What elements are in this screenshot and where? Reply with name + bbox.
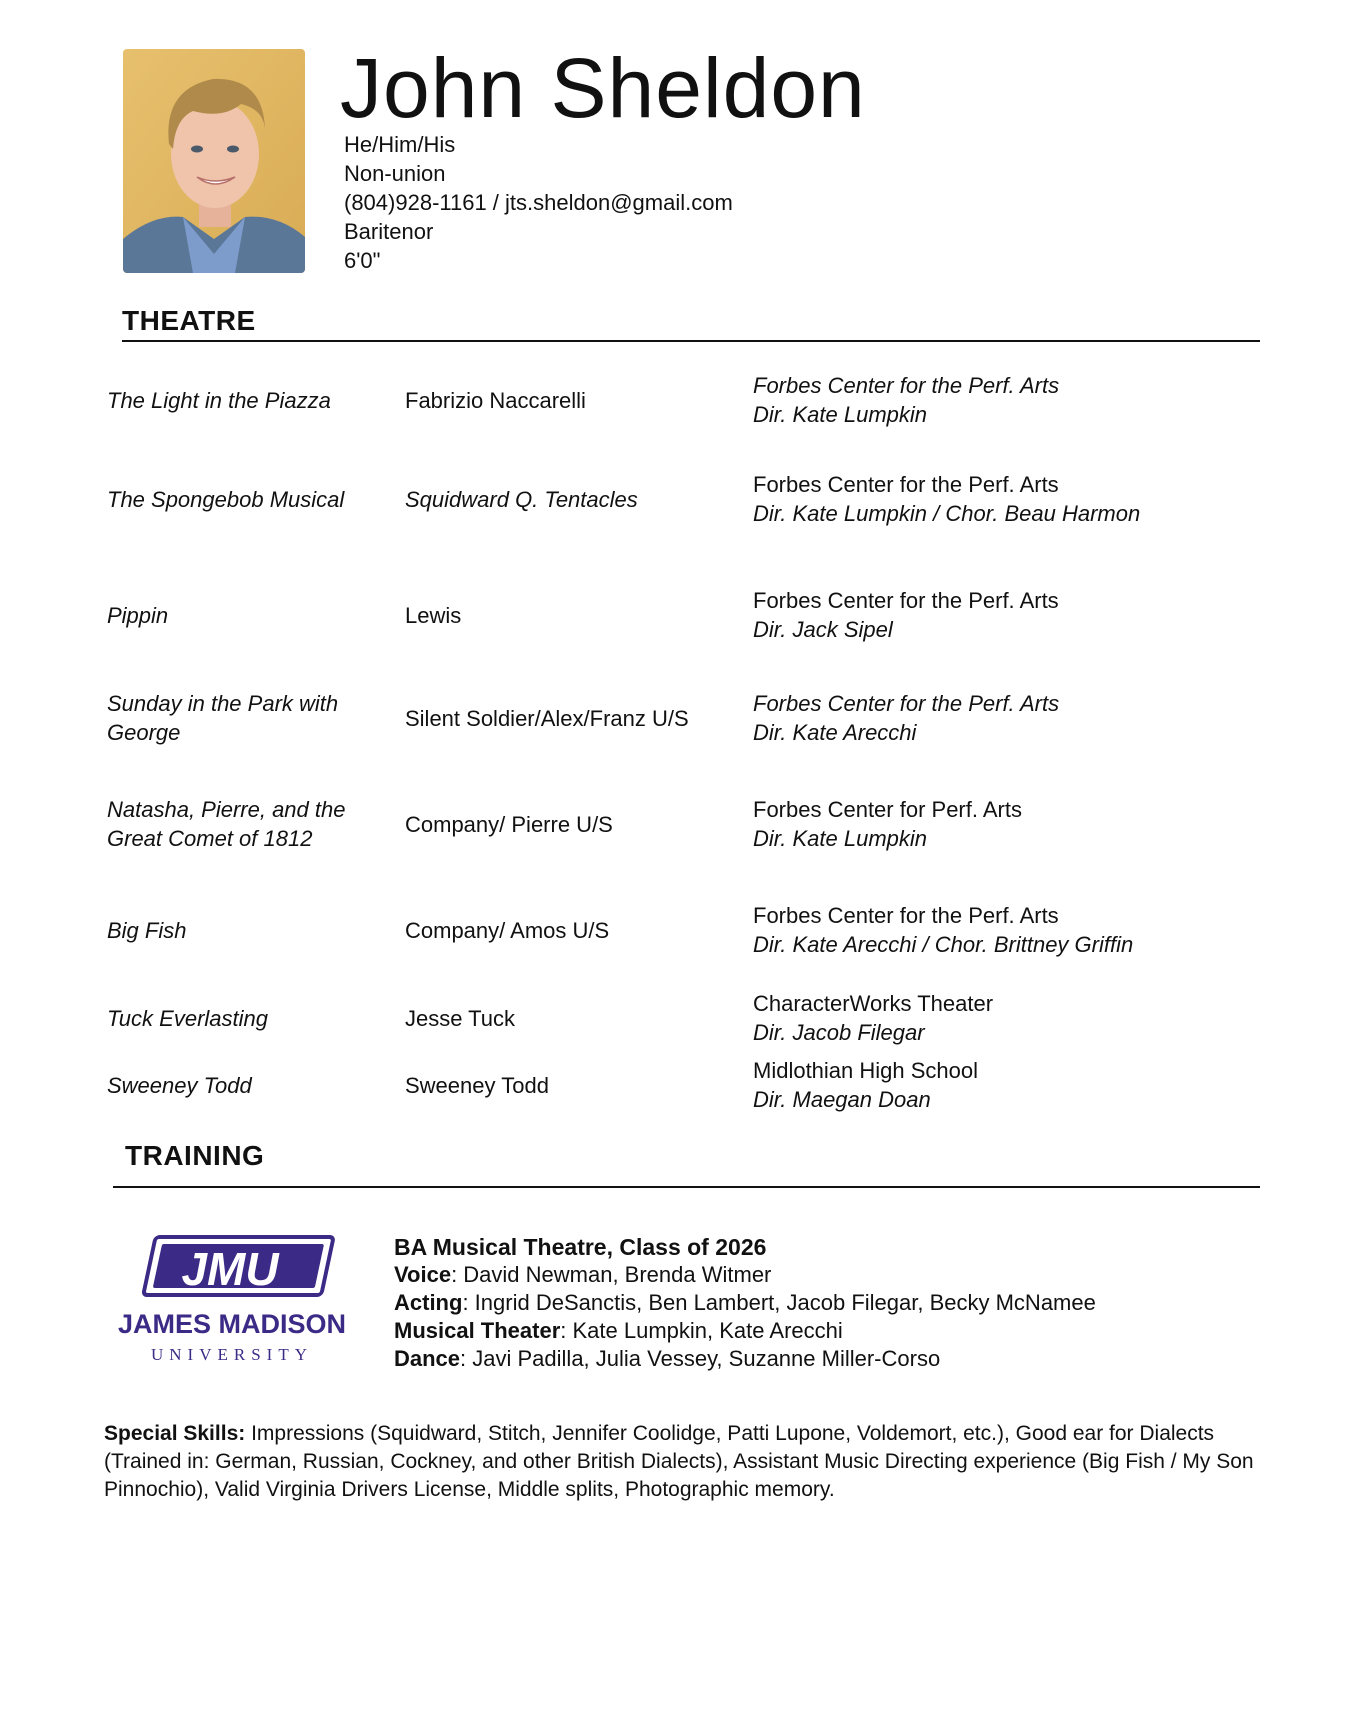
skills-label: Special Skills:: [104, 1422, 246, 1445]
director: Dir. Maegan Doan: [753, 1087, 931, 1112]
training-dance: [394, 1345, 1096, 1373]
venue: Forbes Center for the Perf. Arts: [753, 588, 1059, 613]
role: Company/ Pierre U/S: [405, 811, 613, 837]
show-title: The Spongebob Musical: [107, 486, 345, 512]
theatre-divider: [122, 340, 1260, 342]
director: Dir. Kate Arecchi / Chor. Brittney Griffin: [753, 932, 1134, 957]
show-title: Pippin: [107, 602, 169, 628]
mt-teachers: : Kate Lumpkin, Kate Arecchi: [560, 1318, 843, 1343]
dance-label: Dance: [394, 1346, 461, 1371]
venue-director: [753, 988, 1273, 1048]
credit-row-2: [107, 469, 1267, 529]
theatre-heading: THEATRE: [122, 305, 256, 336]
training-details: [394, 1233, 1096, 1373]
jmu-university: UNIVERSITY: [151, 1345, 313, 1364]
show-title: Tuck Everlasting: [107, 1005, 268, 1031]
venue-director: [753, 585, 1273, 645]
show-title: Sweeney Todd: [107, 1072, 252, 1098]
director: Dir. Kate Lumpkin: [753, 826, 928, 851]
credit-row-6: [107, 900, 1267, 960]
venue: Forbes Center for the Perf. Arts: [753, 472, 1059, 497]
special-skills: [104, 1420, 1254, 1504]
venue-director: [753, 688, 1273, 748]
training-acting: [394, 1289, 1096, 1317]
director: Dir. Kate Lumpkin: [753, 402, 928, 427]
venue: Forbes Center for the Perf. Arts: [753, 903, 1059, 928]
venue-director: [753, 900, 1273, 960]
credit-row-1: [107, 370, 1267, 430]
acting-label: Acting: [394, 1290, 463, 1315]
venue-director: [753, 794, 1273, 854]
voice-label: Voice: [394, 1262, 452, 1287]
role: Jesse Tuck: [405, 1005, 516, 1031]
role: Company/ Amos U/S: [405, 917, 610, 943]
jmu-name: JAMES MADISON: [117, 1309, 347, 1339]
show-title: Natasha, Pierre, and the Great Comet of 1812: [107, 797, 346, 851]
venue: Forbes Center for Perf. Arts: [753, 797, 1022, 822]
jmu-mark: JMU: [181, 1243, 279, 1295]
venue-director: [753, 469, 1273, 529]
voice-teachers: : David Newman, Brenda Witmer: [451, 1262, 772, 1287]
degree: BA Musical Theatre, Class of 2026: [394, 1234, 767, 1260]
actor-name: John Sheldon: [340, 41, 866, 135]
role: Silent Soldier/Alex/Franz U/S: [405, 705, 689, 731]
role: Squidward Q. Tentacles: [405, 486, 638, 512]
jmu-logo: [108, 1235, 360, 1373]
contact-info: (804)928-1161 / jts.sheldon@gmail.com: [344, 190, 733, 215]
skills-text: Impressions (Squidward, Stitch, Jennifer Coolidge, Patti Lupone, Voldemort, etc.), Good ear for Dialects (Trained in: German, Russian, Cockney, and other British Dialects), Assistant Music Directing experience (Big Fish / My Son Pinnochio), Valid Virginia Drivers License, Middle splits, Photographic memory.: [104, 1422, 1254, 1501]
training-divider: [113, 1186, 1260, 1188]
training-musical-theater: [394, 1317, 1096, 1345]
credit-row-7: [107, 988, 1267, 1048]
credit-row-3: [107, 585, 1267, 645]
pronouns: He/Him/His: [344, 132, 456, 157]
contact-details: [344, 130, 733, 275]
headshot-photo: [123, 49, 305, 273]
director: Dir. Kate Arecchi: [753, 720, 917, 745]
show-title: Big Fish: [107, 917, 187, 943]
acting-teachers: : Ingrid DeSanctis, Ben Lambert, Jacob Filegar, Becky McNamee: [462, 1290, 1096, 1315]
director: Dir. Kate Lumpkin / Chor. Beau Harmon: [753, 501, 1141, 526]
credit-row-4: [107, 688, 1267, 748]
dance-teachers: : Javi Padilla, Julia Vessey, Suzanne Miller-Corso: [460, 1346, 941, 1371]
venue: CharacterWorks Theater: [753, 991, 994, 1016]
venue: Forbes Center for the Perf. Arts: [753, 373, 1060, 398]
role: Lewis: [405, 602, 462, 628]
show-title: The Light in the Piazza: [107, 387, 331, 413]
show-title: Sunday in the Park with George: [107, 691, 339, 745]
union-status: Non-union: [344, 161, 446, 186]
credit-row-8: [107, 1055, 1267, 1115]
director: Dir. Jacob Filegar: [753, 1020, 925, 1045]
mt-label: Musical Theater: [394, 1318, 561, 1343]
venue: Midlothian High School: [753, 1058, 979, 1083]
venue-director: [753, 370, 1273, 430]
role: Sweeney Todd: [405, 1072, 549, 1098]
venue: Forbes Center for the Perf. Arts: [753, 691, 1060, 716]
director: Dir. Jack Sipel: [753, 617, 893, 642]
role: Fabrizio Naccarelli: [405, 387, 586, 413]
voice-type: Baritenor: [344, 219, 434, 244]
training-voice: [394, 1261, 1096, 1289]
credit-row-5: [107, 794, 1267, 854]
training-heading: TRAINING: [125, 1140, 265, 1171]
height: 6'0": [344, 248, 381, 273]
venue-director: [753, 1055, 1273, 1115]
